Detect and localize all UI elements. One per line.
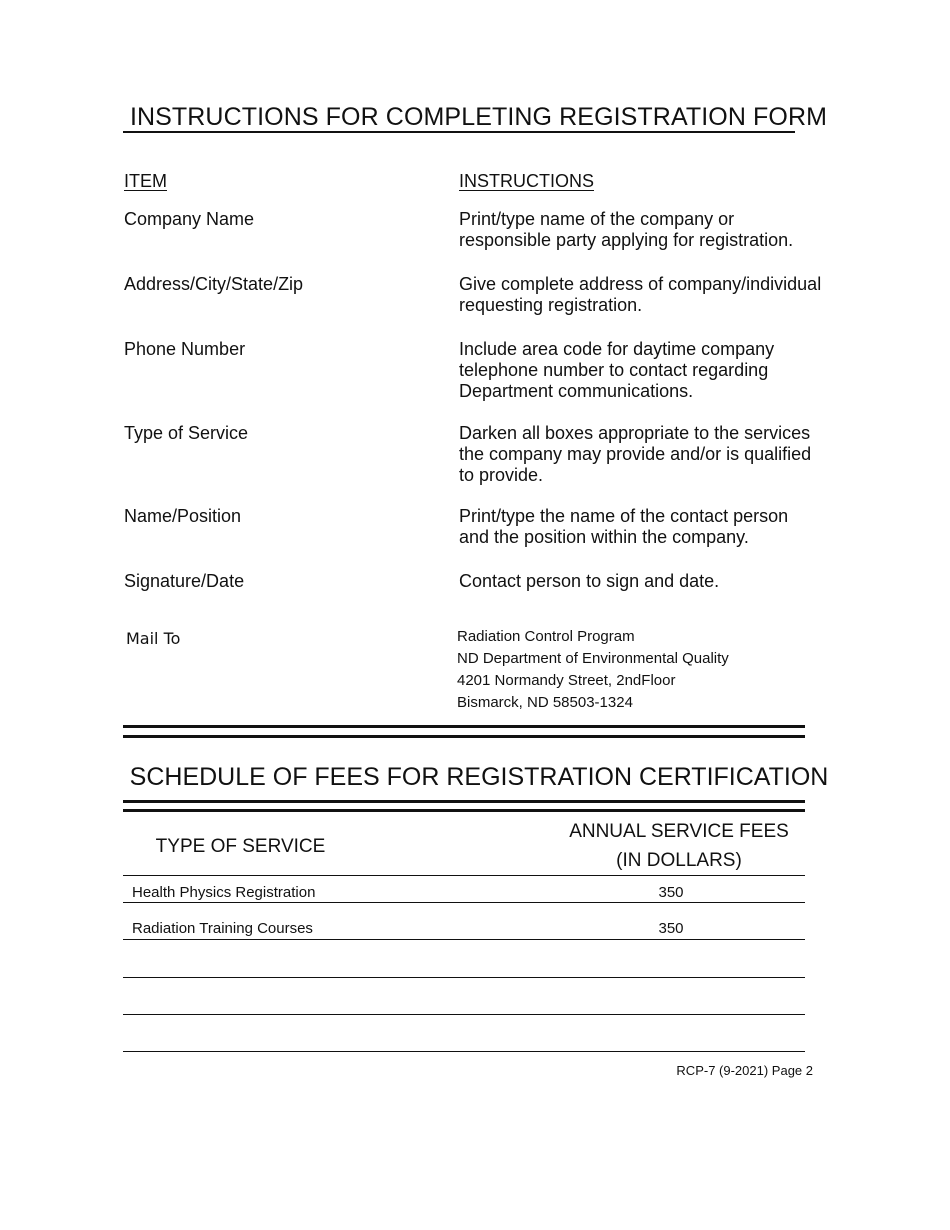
mail-address-line-4: Bismarck, ND 58503-1324: [457, 694, 633, 711]
mail-address-line-3: 4201 Normandy Street, 2ndFloor: [457, 672, 676, 689]
title-underline: [123, 131, 795, 133]
section-divider-bottom: [123, 735, 805, 738]
annual-fees-header: [540, 817, 818, 875]
table-rule: [123, 1014, 805, 1015]
instruction-address: Give complete address of company/individual requesting registration.: [459, 274, 822, 315]
instruction-type-of-service: Darken all boxes appropriate to the services the company may provide and/or is qualified to provide.: [459, 423, 812, 485]
form-id-footer: RCP-7 (9-2021) Page 2: [676, 1063, 813, 1078]
instruction-phone-number: Include area code for daytime company telephone number to contact regarding Department communications.: [459, 339, 775, 401]
table-rule: [123, 902, 805, 903]
table-rule: [123, 939, 805, 940]
mail-address-line-1: Radiation Control Program: [457, 628, 635, 645]
annual-fees-header-line2: (IN DOLLARS): [616, 850, 742, 871]
fees-title-rule-bottom: [123, 809, 805, 812]
annual-fees-header-line1: ANNUAL SERVICE FEES: [569, 821, 789, 842]
mail-to-label: Mail To: [126, 629, 181, 648]
fee-value-2: 350: [658, 920, 684, 937]
fees-section-title: SCHEDULE OF FEES FOR REGISTRATION CERTIFICATION: [129, 763, 829, 791]
item-company-name: Company Name: [124, 209, 255, 229]
table-rule: [123, 875, 805, 876]
item-address: Address/City/State/Zip: [124, 274, 304, 294]
item-column-header: ITEM: [124, 171, 167, 191]
fees-title-rule-top: [123, 800, 805, 803]
section-divider-top: [123, 725, 805, 728]
instruction-signature-date: Contact person to sign and date.: [459, 571, 720, 591]
page-title: INSTRUCTIONS FOR COMPLETING REGISTRATION FORM: [129, 103, 828, 131]
fee-service-2: Radiation Training Courses: [132, 920, 313, 937]
mail-address-line-2: ND Department of Environmental Quality: [457, 650, 729, 667]
item-type-of-service: Type of Service: [124, 423, 249, 443]
item-signature-date: Signature/Date: [124, 571, 245, 591]
instructions-column-header: INSTRUCTIONS: [459, 171, 594, 191]
fee-service-1: Health Physics Registration: [132, 884, 316, 901]
instruction-company-name: Print/type name of the company or responsible party applying for registration.: [459, 209, 794, 250]
table-rule: [123, 1051, 805, 1052]
fee-value-1: 350: [658, 884, 684, 901]
type-of-service-header: TYPE OF SERVICE: [155, 836, 326, 857]
item-name-position: Name/Position: [124, 506, 242, 526]
item-phone-number: Phone Number: [124, 339, 246, 359]
instruction-name-position: Print/type the name of the contact person and the position within the company.: [459, 506, 789, 547]
table-rule: [123, 977, 805, 978]
